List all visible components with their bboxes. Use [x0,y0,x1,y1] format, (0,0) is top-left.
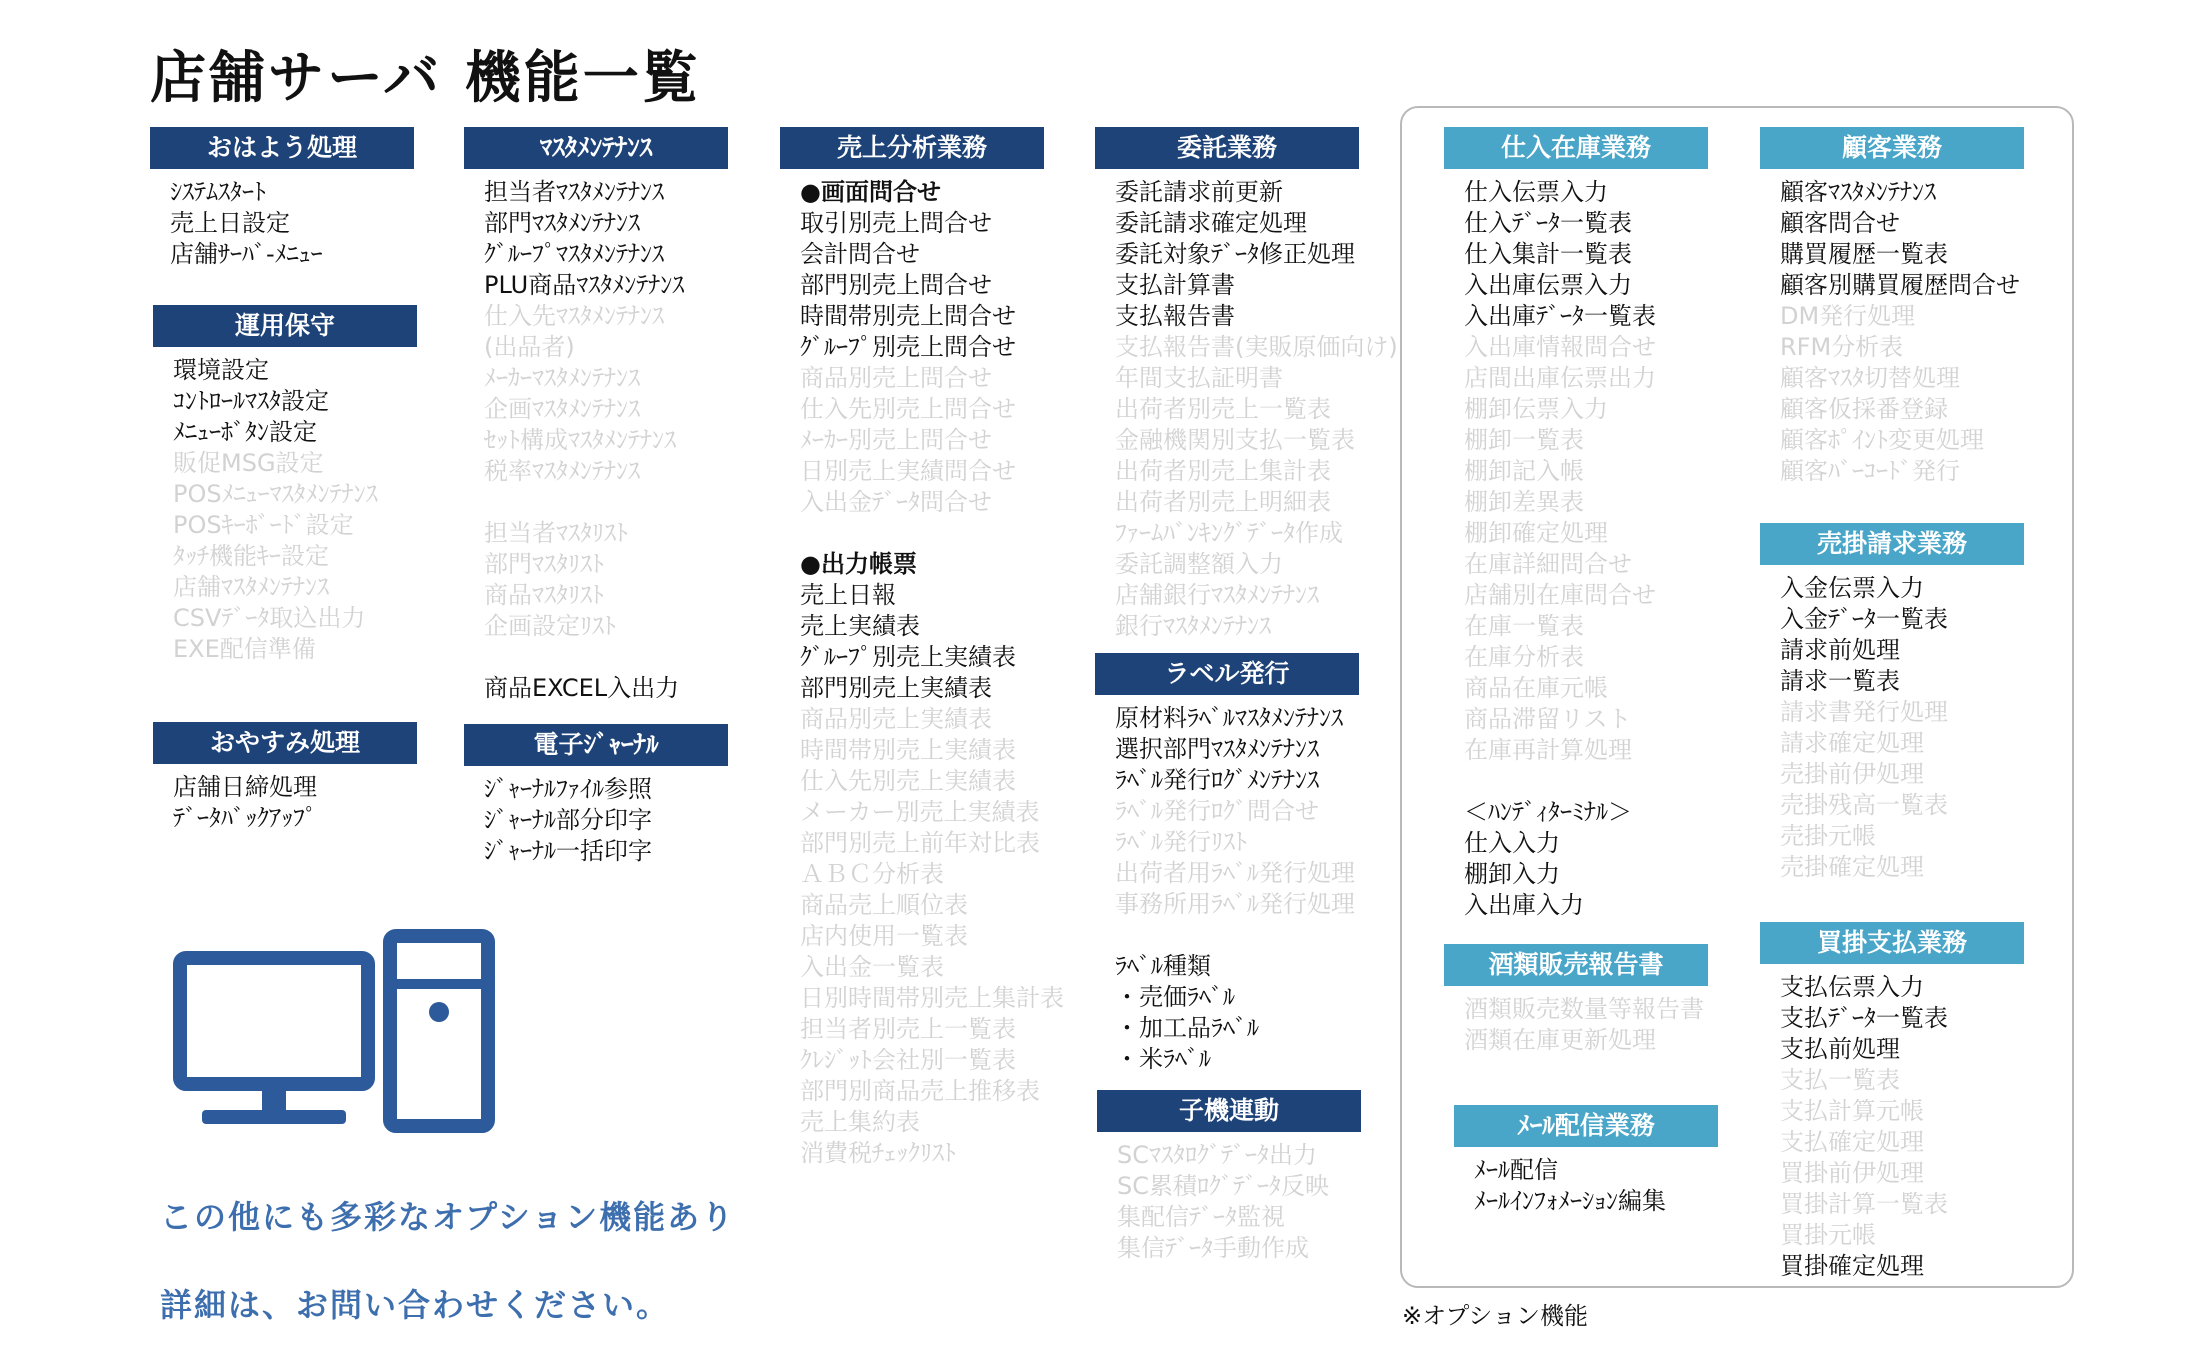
list-item: ﾒｰﾙ配信 [1474,1156,1558,1184]
list-item: ｼﾞｬｰﾅﾙ部分印字 [484,806,652,834]
list-item: 入金ﾃﾞｰﾀ一覧表 [1780,605,1948,633]
list-item: 顧客問合せ [1780,209,1900,237]
list-item: 税率ﾏｽﾀﾒﾝﾃﾅﾝｽ [484,457,640,485]
list-item: ｼｽﾃﾑｽﾀｰﾄ [170,178,266,206]
list-item: 支払報告書(実販原価向け) [1115,333,1398,361]
list-item: 売上実績表 [800,612,920,640]
section-header: ﾏｽﾀﾒﾝﾃﾅﾝｽ [464,127,728,169]
list-item: 店舗ｻｰﾊﾞ-ﾒﾆｭｰ [170,240,323,268]
list-item: ｺﾝﾄﾛｰﾙﾏｽﾀ設定 [173,387,329,415]
list-item: ●画面問合せ [800,178,941,206]
list-item: ﾌｧｰﾑﾊﾞﾝｷﾝｸﾞﾃﾞｰﾀ作成 [1115,519,1343,547]
list-item: 事務所用ﾗﾍﾞﾙ発行処理 [1115,890,1355,918]
list-item: 顧客仮採番登録 [1780,395,1948,423]
list-item: ﾒｰｶｰﾏｽﾀﾒﾝﾃﾅﾝｽ [484,364,640,392]
list-item: 支払報告書 [1115,302,1235,330]
list-item: 酒類在庫更新処理 [1464,1026,1656,1054]
list-item: 商品ﾏｽﾀﾘｽﾄ [484,581,604,609]
list-item: 棚卸記入帳 [1464,457,1584,485]
list-item: (出品者) [484,333,575,361]
list-item: 支払計算書 [1115,271,1235,299]
list-item: 商品滞留リスト [1464,705,1632,733]
section-header: 仕入在庫業務 [1444,127,1708,169]
list-item: 顧客ﾏｽﾀﾒﾝﾃﾅﾝｽ [1780,178,1936,206]
section-master [464,127,728,704]
list-item: 商品別売上実績表 [800,705,992,733]
item-list [1760,972,2024,1282]
list-item: SC累積ﾛｸﾞﾃﾞｰﾀ反映 [1117,1172,1329,1200]
list-item: 顧客ﾏｽﾀ切替処理 [1780,364,1960,392]
section-header: 売掛請求業務 [1760,523,2024,565]
item-list [464,177,728,704]
list-item: 仕入集計一覧表 [1464,240,1632,268]
list-item: 委託請求確定処理 [1115,209,1307,237]
section-koki [1097,1090,1361,1264]
list-item: 部門ﾏｽﾀﾘｽﾄ [484,550,604,578]
list-item: 支払前処理 [1780,1035,1900,1063]
list-item: 仕入先ﾏｽﾀﾒﾝﾃﾅﾝｽ [484,302,664,330]
section-uriage [780,127,1064,1169]
section-journal [464,724,728,867]
list-item: 入出庫伝票入力 [1464,271,1632,299]
list-item: ・売価ﾗﾍﾞﾙ [1115,983,1235,1011]
spacer [1115,920,1359,951]
list-item: 店内使用一覧表 [800,922,968,950]
list-item: 棚卸入力 [1464,860,1560,888]
section-header: ﾒｰﾙ配信業務 [1454,1105,1718,1147]
list-item: POSｷｰﾎﾞｰﾄﾞ設定 [173,511,354,539]
list-item: 売掛元帳 [1780,822,1876,850]
list-item: 売上集約表 [800,1108,920,1136]
list-item: 入出金ﾃﾞｰﾀ問合せ [800,488,992,516]
list-item: 売掛残高一覧表 [1780,791,1948,819]
list-item: 請求前処理 [1780,636,1900,664]
list-item: 在庫詳細問合せ [1464,550,1632,578]
section-itaku [1095,127,1398,642]
item-list [780,177,1064,1169]
list-item: 支払ﾃﾞｰﾀ一覧表 [1780,1004,1948,1032]
section-ohayo [150,127,414,270]
list-item: 売掛確定処理 [1780,853,1924,881]
list-item: 部門ﾏｽﾀﾒﾝﾃﾅﾝｽ [484,209,640,237]
section-shiire [1444,127,1708,921]
list-item: 企画ﾏｽﾀﾒﾝﾃﾅﾝｽ [484,395,640,423]
desktop-computer-icon [172,928,502,1133]
item-list [1444,177,1708,921]
list-item: 請求確定処理 [1780,729,1924,757]
list-item: 企画設定ﾘｽﾄ [484,612,616,640]
spacer [800,518,1044,549]
section-header: 顧客業務 [1760,127,2024,169]
list-item: 入出金一覧表 [800,953,944,981]
list-item: 買掛元帳 [1780,1221,1876,1249]
list-item: 出荷者用ﾗﾍﾞﾙ発行処理 [1115,859,1355,887]
list-item: 入金伝票入力 [1780,574,1924,602]
list-item: ﾗﾍﾞﾙ発行ﾛｸﾞﾒﾝﾃﾅﾝｽ [1115,766,1319,794]
list-item: 支払計算元帳 [1780,1097,1924,1125]
list-item: DM発行処理 [1780,302,1916,330]
list-item: 時間帯別売上実績表 [800,736,1016,764]
list-item: メーカー別売上実績表 [800,798,1040,826]
list-item: 棚卸確定処理 [1464,519,1608,547]
list-item: 店舗別在庫問合せ [1464,581,1656,609]
list-item: ﾗﾍﾞﾙ発行ﾛｸﾞ問合せ [1115,797,1319,825]
section-header: 電子ｼﾞｬｰﾅﾙ [464,724,728,766]
list-item: 棚卸一覧表 [1464,426,1584,454]
promo-line-1: この他にも多彩なオプション機能あり [160,1198,736,1236]
list-item: 商品売上順位表 [800,891,968,919]
item-list [1444,994,1708,1056]
list-item: 時間帯別売上問合せ [800,302,1016,330]
list-item: 支払一覧表 [1780,1066,1900,1094]
list-item: 買掛計算一覧表 [1780,1190,1948,1218]
list-item: 店舗銀行ﾏｽﾀﾒﾝﾃﾅﾝｽ [1115,581,1319,609]
list-item: ﾗﾍﾞﾙ種類 [1115,952,1211,980]
section-header: 買掛支払業務 [1760,922,2024,964]
list-item: 顧客別購買履歴問合せ [1780,271,2020,299]
list-item: 在庫一覧表 [1464,612,1584,640]
list-item: 棚卸伝票入力 [1464,395,1608,423]
list-item: 支払伝票入力 [1780,973,1924,1001]
item-list [1097,1140,1361,1264]
list-item: ﾀｯﾁ機能ｷｰ設定 [173,542,329,570]
list-item: 消費税ﾁｪｯｸﾘｽﾄ [800,1139,956,1167]
list-item: 取引別売上問合せ [800,209,992,237]
list-item: 金融機関別支払一覧表 [1115,426,1355,454]
item-list [1095,703,1359,1075]
page-title: 店舗サーバ 機能一覧 [150,46,701,111]
list-item: 部門別売上前年対比表 [800,829,1040,857]
section-unyo [153,305,417,665]
list-item: 入出庫ﾃﾞｰﾀ一覧表 [1464,302,1656,330]
list-item: 顧客ﾊﾞｰｺｰﾄﾞ発行 [1780,457,1960,485]
list-item: ●出力帳票 [800,550,917,578]
item-list [464,774,728,867]
list-item: 担当者ﾏｽﾀﾘｽﾄ [484,519,628,547]
list-item: ｸﾚｼﾞｯﾄ会社別一覧表 [800,1046,1016,1074]
list-item: 売上日設定 [170,209,290,237]
list-item: ｼﾞｬｰﾅﾙﾌｧｲﾙ参照 [484,775,652,803]
section-header: 売上分析業務 [780,127,1044,169]
list-item: EXE配信準備 [173,635,316,663]
list-item: 請求書発行処理 [1780,698,1948,726]
list-item: ＜ﾊﾝﾃﾞｨﾀｰﾐﾅﾙ＞ [1464,798,1632,826]
list-item: 仕入先別売上実績表 [800,767,1016,795]
section-header: おはよう処理 [150,127,414,169]
list-item: RFM分析表 [1780,333,1904,361]
list-item: 担当者ﾏｽﾀﾒﾝﾃﾅﾝｽ [484,178,664,206]
list-item: 担当者別売上一覧表 [800,1015,1016,1043]
list-item: 選択部門ﾏｽﾀﾒﾝﾃﾅﾝｽ [1115,735,1319,763]
list-item: 部門別売上実績表 [800,674,992,702]
section-header: 酒類販売報告書 [1444,944,1708,986]
section-shurui [1444,944,1708,1056]
section-oyasumi [153,722,417,834]
list-item: 店舗日締処理 [173,773,317,801]
list-item: 日別売上実績問合せ [800,457,1016,485]
list-item: CSVﾃﾞｰﾀ取込出力 [173,604,366,632]
section-kaikake [1760,922,2024,1282]
list-item: 年間支払証明書 [1115,364,1283,392]
item-list [1095,177,1398,642]
item-list [1760,177,2024,487]
list-item: SCﾏｽﾀﾛｸﾞﾃﾞｰﾀ出力 [1117,1141,1317,1169]
list-item: ﾃﾞｰﾀﾊﾞｯｸｱｯﾌﾟ [173,804,317,832]
list-item: PLU商品ﾏｽﾀﾒﾝﾃﾅﾝｽ [484,271,685,299]
item-list [150,177,414,270]
section-label [1095,653,1359,1075]
list-item: 商品別売上問合せ [800,364,992,392]
list-item: ・加工品ﾗﾍﾞﾙ [1115,1014,1259,1042]
section-kokyaku [1760,127,2024,487]
list-item: 仕入伝票入力 [1464,178,1608,206]
list-item: ﾒｰｶｰ別売上問合せ [800,426,992,454]
list-item: ｼﾞｬｰﾅﾙ一括印字 [484,837,652,865]
section-header: おやすみ処理 [153,722,417,764]
list-item: 出荷者別売上明細表 [1115,488,1331,516]
list-item: 環境設定 [173,356,269,384]
list-item: 棚卸差異表 [1464,488,1584,516]
list-item: 委託請求前更新 [1115,178,1283,206]
section-header: ラベル発行 [1095,653,1359,695]
list-item: 出荷者別売上集計表 [1115,457,1331,485]
list-item: 部門別商品売上推移表 [800,1077,1040,1105]
list-item: 入出庫情報問合せ [1464,333,1656,361]
list-item: 仕入入力 [1464,829,1560,857]
item-list [153,355,417,665]
list-item: ｸﾞﾙｰﾌﾟ別売上問合せ [800,333,1016,361]
list-item: 買掛確定処理 [1780,1252,1924,1280]
list-item: ・米ﾗﾍﾞﾙ [1115,1045,1211,1073]
spacer [484,642,728,673]
list-item: 仕入先別売上問合せ [800,395,1016,423]
option-note: ※オプション機能 [1402,1302,1588,1330]
list-item: 買掛前伊処理 [1780,1159,1924,1187]
list-item: 集配信ﾃﾞｰﾀ監視 [1117,1203,1285,1231]
list-item: 委託調整額入力 [1115,550,1283,578]
section-header: 運用保守 [153,305,417,347]
section-mail [1454,1105,1718,1217]
list-item: 出荷者別売上一覧表 [1115,395,1331,423]
list-item: 売掛前伊処理 [1780,760,1924,788]
list-item: 店間出庫伝票出力 [1464,364,1656,392]
list-item: 原材料ﾗﾍﾞﾙﾏｽﾀﾒﾝﾃﾅﾝｽ [1115,704,1343,732]
list-item: 会計問合せ [800,240,920,268]
promo-line-2: 詳細は、お問い合わせください。 [160,1286,671,1324]
item-list [153,772,417,834]
list-item: ﾗﾍﾞﾙ発行ﾘｽﾄ [1115,828,1247,856]
list-item: 銀行ﾏｽﾀﾒﾝﾃﾅﾝｽ [1115,612,1271,640]
section-urikake [1760,523,2024,883]
list-item: 日別時間帯別売上集計表 [800,984,1064,1012]
list-item: 請求一覧表 [1780,667,1900,695]
list-item: 支払確定処理 [1780,1128,1924,1156]
spacer [484,487,728,518]
spacer [1464,766,1708,797]
list-item: 部門別売上問合せ [800,271,992,299]
list-item: 酒類販売数量等報告書 [1464,995,1704,1023]
item-list [1454,1155,1718,1217]
list-item: ﾒﾆｭｰﾎﾞﾀﾝ設定 [173,418,317,446]
list-item: 顧客ﾎﾟｲﾝﾄ変更処理 [1780,426,1984,454]
list-item: ＡＢＣ分析表 [800,860,944,888]
list-item: 委託対象ﾃﾞｰﾀ修正処理 [1115,240,1355,268]
section-header: 子機連動 [1097,1090,1361,1132]
section-header: 委託業務 [1095,127,1359,169]
item-list [1760,573,2024,883]
list-item: 商品在庫元帳 [1464,674,1608,702]
list-item: 商品EXCEL入出力 [484,674,680,702]
list-item: 在庫分析表 [1464,643,1584,671]
list-item: ﾒｰﾙｲﾝﾌｫﾒｰｼｮﾝ編集 [1474,1187,1666,1215]
list-item: 集信ﾃﾞｰﾀ手動作成 [1117,1234,1309,1262]
list-item: 店舗ﾏｽﾀﾒﾝﾃﾅﾝｽ [173,573,329,601]
list-item: 売上日報 [800,581,896,609]
list-item: ｾｯﾄ構成ﾏｽﾀﾒﾝﾃﾅﾝｽ [484,426,676,454]
list-item: 入出庫入力 [1464,891,1584,919]
list-item: ｸﾞﾙｰﾌﾟﾏｽﾀﾒﾝﾃﾅﾝｽ [484,240,664,268]
list-item: 購買履歴一覧表 [1780,240,1948,268]
list-item: ｸﾞﾙｰﾌﾟ別売上実績表 [800,643,1016,671]
list-item: 仕入ﾃﾞｰﾀ一覧表 [1464,209,1632,237]
list-item: POSﾒﾆｭｰﾏｽﾀﾒﾝﾃﾅﾝｽ [173,480,378,508]
list-item: 在庫再計算処理 [1464,736,1632,764]
list-item: 販促MSG設定 [173,449,324,477]
